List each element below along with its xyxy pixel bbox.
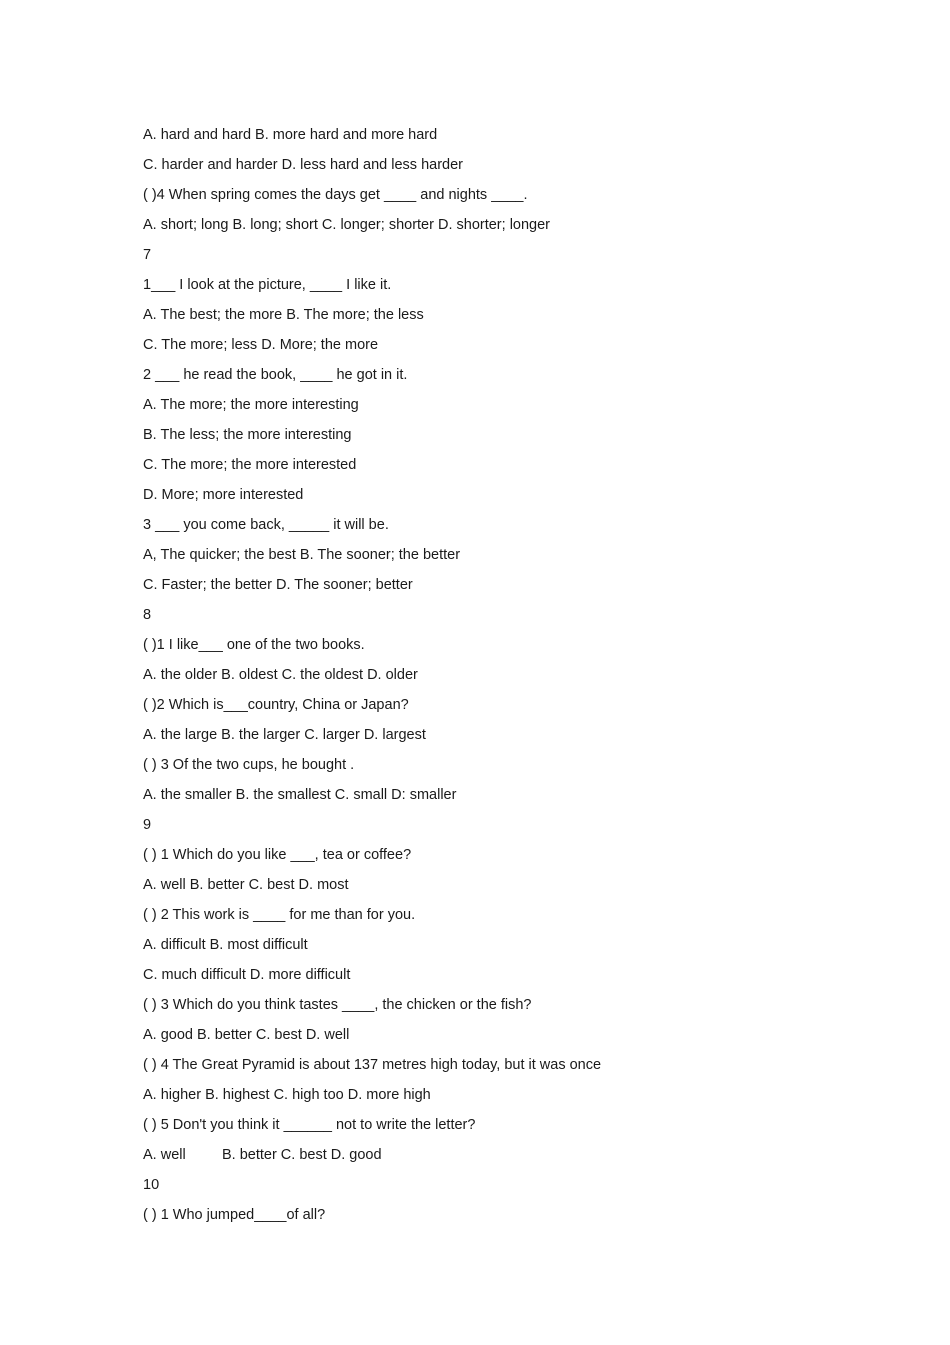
text-line: C. The more; less D. More; the more [143, 337, 379, 353]
text-line: ( ) 2 This work is ____ for me than for you. [143, 907, 416, 923]
section-number: 8 [143, 607, 152, 623]
text-line: 2 ___ he read the book, ____ he got in it. [143, 367, 408, 383]
text-line: ( ) 4 The Great Pyramid is about 137 metres high today, but it was once [143, 1057, 602, 1073]
text-line: ( ) 5 Don't you think it ______ not to write the letter? [143, 1117, 476, 1133]
text-line: A. difficult B. most difficult [143, 937, 308, 953]
text-line: A. The more; the more interesting [143, 397, 359, 413]
text-line: A. well B. better C. best D. most [143, 877, 349, 893]
text-line: A, The quicker; the best B. The sooner; the better [143, 547, 461, 563]
text-line: A. well B. better C. best D. good [143, 1147, 382, 1163]
text-line: A. short; long B. long; short C. longer; shorter D. shorter; longer [143, 217, 550, 233]
exercise-text [143, 125, 863, 1235]
text-line: C. Faster; the better D. The sooner; better [143, 577, 413, 593]
text-line: ( ) 1 Who jumped____of all? [143, 1207, 326, 1223]
text-line: ( ) 1 Which do you like ___, tea or coffee? [143, 847, 412, 863]
text-line: C. The more; the more interested [143, 457, 357, 473]
text-line: A. good B. better C. best D. well [143, 1027, 350, 1043]
section-number: 7 [143, 247, 152, 263]
text-line: ( )4 When spring comes the days get ____ and nights ____. [143, 187, 528, 203]
text-line: A. The best; the more B. The more; the less [143, 307, 424, 323]
text-line: D. More; more interested [143, 487, 304, 503]
text-line: ( ) 3 Which do you think tastes ____, the chicken or the fish? [143, 997, 532, 1013]
text-line: A. hard and hard B. more hard and more hard [143, 127, 438, 143]
text-line: C. much difficult D. more difficult [143, 967, 351, 983]
text-line: 1___ I look at the picture, ____ I like it. [143, 277, 392, 293]
text-line: A. higher B. highest C. high too D. more high [143, 1087, 431, 1103]
text-line: C. harder and harder D. less hard and less harder [143, 157, 463, 173]
text-line: 3 ___ you come back, _____ it will be. [143, 517, 389, 533]
text-line: ( )1 I like___ one of the two books. [143, 637, 365, 653]
text-line: A. the smaller B. the smallest C. small D: smaller [143, 787, 457, 803]
section-number: 10 [143, 1177, 160, 1193]
text-line: ( ) 3 Of the two cups, he bought . [143, 757, 355, 773]
text-line: A. the large B. the larger C. larger D. largest [143, 727, 426, 743]
text-line: B. The less; the more interesting [143, 427, 352, 443]
section-number: 9 [143, 817, 152, 833]
text-line: ( )2 Which is___country, China or Japan? [143, 697, 409, 713]
text-line: A. the older B. oldest C. the oldest D. older [143, 667, 418, 683]
